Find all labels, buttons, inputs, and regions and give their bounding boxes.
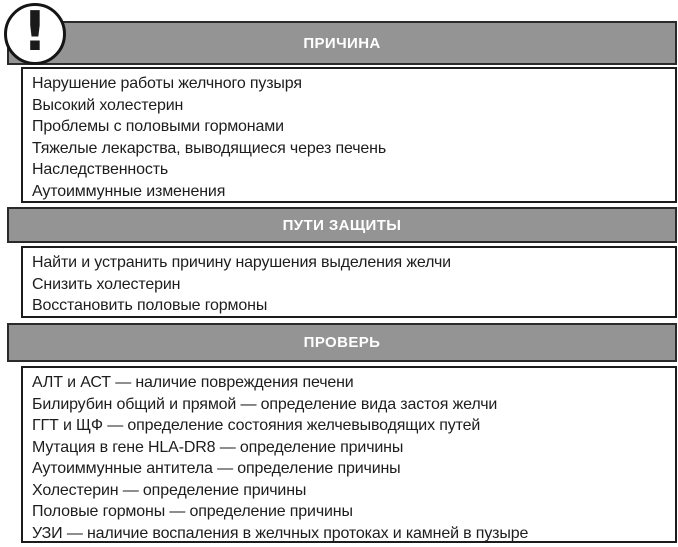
section-header-cause-label: ПРИЧИНА (303, 34, 381, 52)
list-item: Найти и устранить причину нарушения выделения желчи (32, 254, 451, 271)
list-item: Мутация в гене HLA-DR8 — определение причины (32, 438, 404, 456)
exclamation-glyph: ! (22, 0, 48, 63)
list-item: Нарушение работы желчного пузыря (32, 75, 302, 92)
section-header-cause (7, 21, 677, 65)
list-item: Восстановить половые гормоны (32, 297, 268, 314)
section-body-cause (21, 67, 677, 203)
list-item: Аутоиммунные антитела — определение причины (32, 460, 401, 477)
list-item: Проблемы с половыми гормонами (32, 118, 284, 135)
list-item: Холестерин — определение причины (32, 481, 307, 499)
list-item: Аутоиммунные изменения (32, 182, 226, 200)
list-item: УЗИ — наличие воспаления в желчных протоках и камней в пузыре (32, 524, 529, 542)
list-item: Высокий холестерин (32, 96, 184, 114)
section-header-protection (7, 207, 677, 243)
list-item: Тяжелые лекарства, выводящиеся через печень (32, 139, 387, 157)
exclamation-icon (4, 0, 66, 65)
section-body-protection (21, 246, 677, 318)
section-header-protection-label: ПУТИ ЗАЩИТЫ (282, 216, 402, 234)
list-item: Наследственность (32, 161, 169, 178)
list-item: Снизить холестерин (32, 275, 181, 293)
list-item: ГГТ и ЩФ — определение состояния желчевыводящих путей (32, 417, 481, 434)
list-item: Билирубин общий и прямой — определение вида застоя желчи (32, 395, 498, 413)
section-header-check (7, 323, 677, 362)
section-body-check (21, 366, 677, 543)
section-header-check-label: ПРОВЕРЬ (303, 334, 381, 351)
list-item: Половые гормоны — определение причины (32, 503, 353, 520)
list-item: АЛТ и АСТ — наличие повреждения печени (32, 374, 354, 391)
